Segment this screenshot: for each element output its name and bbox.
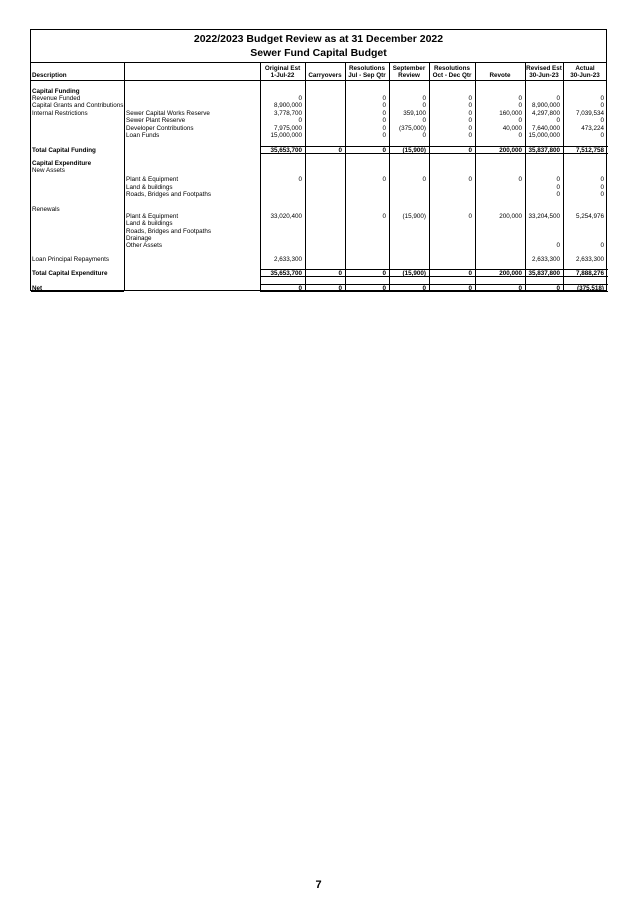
- cell-orig: 8,900,000: [273, 102, 302, 109]
- cell-revd: 0: [556, 184, 560, 191]
- cell-rjs: 0: [382, 117, 386, 124]
- cell-rod: 0: [468, 132, 472, 139]
- cell-rjs: 0: [382, 125, 386, 132]
- cell-rod: 0: [468, 270, 472, 277]
- cell-rev: 40,000: [502, 125, 522, 132]
- cell-orig: 35,653,700: [270, 147, 302, 154]
- total-rule: [260, 146, 608, 147]
- cell-orig: 35,653,700: [270, 270, 302, 277]
- cell-rod: 0: [468, 213, 472, 220]
- cell-sep: (375,000): [399, 125, 426, 132]
- cell-act: 7,039,534: [575, 110, 604, 117]
- cell-revd: 0: [556, 176, 560, 183]
- row-label: Total Capital Expenditure: [32, 270, 108, 277]
- row-label: New Assets: [32, 167, 65, 174]
- cell-rod: 0: [468, 110, 472, 117]
- row-label: Capital Grants and Contributions: [32, 102, 124, 109]
- col-divider: [124, 62, 125, 291]
- header-revised-est: Revised Est 30-Jun-23: [526, 65, 562, 79]
- cell-act: 7,888,276: [575, 270, 604, 277]
- row-sublabel: Roads, Bridges and Footpaths: [126, 191, 212, 198]
- header-top-rule: [31, 62, 606, 63]
- row-label: Capital Funding: [32, 88, 80, 95]
- cell-rev: 200,000: [499, 270, 522, 277]
- cell-sep: 0: [422, 117, 426, 124]
- cell-orig: 7,975,000: [273, 125, 302, 132]
- col-divider: [525, 62, 526, 291]
- col-divider: [389, 62, 390, 291]
- cell-revd: 7,640,000: [531, 125, 560, 132]
- cell-rev: 0: [518, 176, 522, 183]
- row-label: Net: [32, 285, 43, 292]
- cell-act: 2,633,300: [575, 256, 604, 263]
- cell-sep: (15,900): [402, 270, 426, 277]
- cell-revd: 0: [556, 285, 560, 292]
- cell-revd: 35,837,800: [528, 147, 560, 154]
- header-carryovers: Carryovers: [308, 72, 342, 79]
- cell-rev: 0: [518, 285, 522, 292]
- cell-revd: 4,297,800: [531, 110, 560, 117]
- row-sublabel: Developer Contributions: [126, 125, 194, 132]
- cell-act: 0: [600, 117, 604, 124]
- cell-revd: 35,837,800: [528, 270, 560, 277]
- cell-act: 5,254,976: [575, 213, 604, 220]
- cell-revd: 33,204,500: [528, 213, 560, 220]
- cell-sep: 0: [422, 95, 426, 102]
- cell-sep: (15,900): [402, 213, 426, 220]
- cell-sep: 0: [422, 132, 426, 139]
- cell-orig: 0: [298, 176, 302, 183]
- row-label: Internal Restrictions: [32, 110, 88, 117]
- cell-rjs: 0: [382, 95, 386, 102]
- cell-revd: 15,000,000: [528, 132, 560, 139]
- row-label: Revenue Funded: [32, 95, 81, 102]
- cell-orig: 0: [298, 117, 302, 124]
- col-divider: [260, 62, 261, 291]
- total-rule: [260, 276, 608, 277]
- cell-revd: 0: [556, 95, 560, 102]
- row-label: Total Capital Funding: [32, 147, 96, 154]
- cell-revd: 0: [556, 242, 560, 249]
- row-sublabel: Plant & Equipment: [126, 176, 179, 183]
- col-divider: [429, 62, 430, 291]
- cell-sep: 0: [422, 176, 426, 183]
- row-label: Capital Expenditure: [32, 160, 92, 167]
- cell-rev: 0: [518, 132, 522, 139]
- row-sublabel: Loan Funds: [126, 132, 160, 139]
- cell-rev: 200,000: [499, 147, 522, 154]
- cell-rod: 0: [468, 102, 472, 109]
- cell-rod: 0: [468, 125, 472, 132]
- cell-rev: 0: [518, 117, 522, 124]
- page-number: 7: [315, 879, 322, 891]
- row-sublabel: Land & buildings: [126, 184, 173, 191]
- col-divider: [563, 62, 564, 291]
- header-original-est: Original Est 1-Jul-22: [264, 65, 301, 79]
- cell-act: 0: [600, 95, 604, 102]
- cell-act: 0: [600, 242, 604, 249]
- cell-rev: 160,000: [499, 110, 522, 117]
- cell-sep: (15,900): [402, 147, 426, 154]
- cell-act: (375,518): [577, 285, 604, 292]
- cell-revd: 0: [556, 191, 560, 198]
- header-bottom-rule: [31, 80, 606, 81]
- header-resolutions-jul-sep: Resolutions Jul - Sep Qtr: [348, 65, 386, 79]
- row-sublabel: Sewer Capital Works Reserve: [126, 110, 210, 117]
- header-description: Description: [32, 72, 67, 79]
- cell-rod: 0: [468, 176, 472, 183]
- cell-orig: 0: [298, 285, 302, 292]
- cell-rjs: 0: [382, 147, 386, 154]
- cell-rjs: 0: [382, 102, 386, 109]
- cell-act: 7,512,758: [575, 147, 604, 154]
- cell-rod: 0: [468, 147, 472, 154]
- row-label: Renewals: [32, 206, 60, 213]
- row-sublabel: Plant & Equipment: [126, 213, 179, 220]
- row-label: Loan Principal Repayments: [32, 256, 110, 263]
- header-resolutions-oct-dec: Resolutions Oct - Dec Qtr: [432, 65, 472, 79]
- row-sublabel: Sewer Plant Reserve: [126, 117, 186, 124]
- total-rule: [260, 291, 608, 292]
- cell-rjs: 0: [382, 176, 386, 183]
- col-divider: [345, 62, 346, 291]
- cell-act: 473,224: [581, 125, 604, 132]
- net-rule: [31, 291, 124, 292]
- header-september-review: September Review: [392, 65, 426, 79]
- cell-rjs: 0: [382, 132, 386, 139]
- total-rule: [260, 153, 608, 154]
- cell-act: 0: [600, 176, 604, 183]
- cell-act: 0: [600, 102, 604, 109]
- total-rule: [260, 284, 608, 285]
- row-sublabel: Drainage: [126, 235, 152, 242]
- row-sublabel: Roads, Bridges and Footpaths: [126, 228, 212, 235]
- cell-rod: 0: [468, 95, 472, 102]
- cell-rod: 0: [468, 117, 472, 124]
- cell-orig: 3,778,700: [273, 110, 302, 117]
- cell-orig: 0: [298, 95, 302, 102]
- col-divider: [305, 62, 306, 291]
- cell-rod: 0: [468, 285, 472, 292]
- cell-revd: 0: [556, 117, 560, 124]
- cell-revd: 2,633,300: [531, 256, 560, 263]
- cell-rev: 200,000: [499, 213, 522, 220]
- total-rule: [260, 269, 608, 270]
- cell-car: 0: [338, 147, 342, 154]
- cell-revd: 8,900,000: [531, 102, 560, 109]
- cell-act: 0: [600, 132, 604, 139]
- row-sublabel: Other Assets: [126, 242, 163, 249]
- header-revote: Revote: [489, 72, 511, 79]
- cell-car: 0: [338, 270, 342, 277]
- header-actual: Actual 30-Jun-23: [570, 65, 600, 79]
- cell-orig: 2,633,300: [273, 256, 302, 263]
- cell-rjs: 0: [382, 110, 386, 117]
- cell-rjs: 0: [382, 213, 386, 220]
- cell-act: 0: [600, 191, 604, 198]
- cell-rjs: 0: [382, 270, 386, 277]
- sheet-title: 2022/2023 Budget Review as at 31 December 2022: [193, 33, 444, 45]
- cell-car: 0: [338, 285, 342, 292]
- col-divider: [475, 62, 476, 291]
- cell-rev: 0: [518, 102, 522, 109]
- cell-act: 0: [600, 184, 604, 191]
- row-sublabel: Land & buildings: [126, 220, 173, 227]
- cell-rjs: 0: [382, 285, 386, 292]
- cell-sep: 0: [422, 102, 426, 109]
- cell-sep: 359,100: [403, 110, 426, 117]
- sheet-subtitle: Sewer Fund Capital Budget: [250, 47, 387, 59]
- budget-sheet: [30, 29, 607, 291]
- cell-rev: 0: [518, 95, 522, 102]
- cell-orig: 15,000,000: [270, 132, 302, 139]
- cell-orig: 33,020,400: [270, 213, 302, 220]
- cell-sep: 0: [422, 285, 426, 292]
